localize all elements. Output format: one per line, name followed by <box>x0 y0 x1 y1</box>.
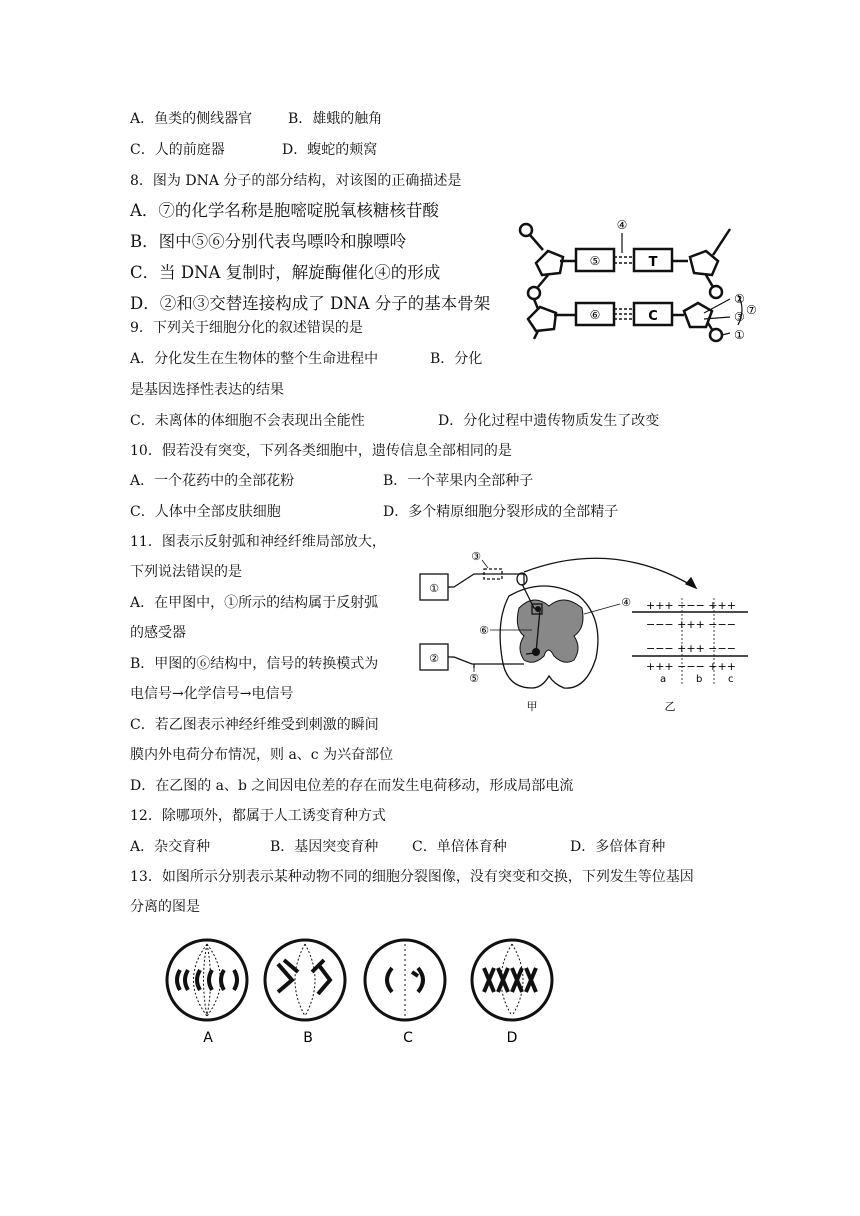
q8-option-c: C．当 DNA 复制时，解旋酶催化④的形成 <box>130 263 441 282</box>
cell-label-c: C <box>403 1030 413 1046</box>
q9-option-b-part1: B．分化 <box>430 351 483 367</box>
q7-option-a: A．鱼类的侧线器官 <box>130 111 253 127</box>
q13-stem-line2: 分离的图是 <box>130 899 200 915</box>
reflex-arc-figure <box>414 548 754 722</box>
q12-option-b: B．基因突变育种 <box>270 839 379 855</box>
fiber-seg-b: b <box>696 674 703 685</box>
dna-label-4: ④ <box>616 218 628 232</box>
reflex-label-1: ① <box>429 582 439 595</box>
q12-option-d: D．多倍体育种 <box>570 839 666 855</box>
q12-option-a: A．杂交育种 <box>130 839 211 855</box>
dna-label-5: ⑤ <box>589 254 601 268</box>
reflex-label-5: ⑤ <box>469 672 479 685</box>
fiber-seg-a: a <box>660 674 667 685</box>
dna-label-3: ③ <box>734 310 745 324</box>
q8-option-d: D．②和③交替连接构成了 DNA 分子的基本骨架 <box>130 294 491 313</box>
dna-label-7: ⑦ <box>746 303 757 317</box>
fiber-row-2: −−− +++ −−− <box>646 618 736 631</box>
q11-option-a-line1: A．在甲图中，①所示的结构属于反射弧 <box>130 595 379 611</box>
q11-option-b-line1: B．甲图的⑥结构中，信号的转换模式为 <box>130 656 379 672</box>
cell-label-b: B <box>303 1030 313 1046</box>
q11-option-b-line2: 电信号→化学信号→电信号 <box>130 686 294 702</box>
cell-label-a: A <box>203 1030 213 1046</box>
q11-option-a-line2: 的感受器 <box>130 625 186 641</box>
fiber-row-top: +++ −−− +++ <box>646 599 736 612</box>
q9-option-a: A．分化发生在生物体的整个生命进程中 <box>130 351 379 367</box>
figure-yi-label: 乙 <box>664 700 676 713</box>
q10-stem: 10．假若没有突变，下列各类细胞中，遗传信息全部相同的是 <box>130 443 512 459</box>
q10-option-a: A．一个花药中的全部花粉 <box>130 473 295 489</box>
fiber-row-bottom: +++ −−− +++ <box>646 660 736 673</box>
q9-option-c: C．未离体的体细胞不会表现出全能性 <box>130 413 365 429</box>
q10-option-d: D．多个精原细胞分裂形成的全部精子 <box>383 504 619 520</box>
q8-option-a: A．⑦的化学名称是胞嘧啶脱氧核糖核苷酸 <box>130 201 439 220</box>
q12-option-c: C．单倍体育种 <box>412 839 507 855</box>
q8-stem: 8．图为 DNA 分子的部分结构，对该图的正确描述是 <box>130 173 462 189</box>
q10-option-c: C．人体中全部皮肤细胞 <box>130 504 281 520</box>
dna-structure-figure <box>508 215 768 349</box>
dna-label-1: ① <box>734 328 745 342</box>
q11-stem-line2: 下列说法错误的是 <box>130 564 242 580</box>
q13-stem-line1: 13．如图所示分别表示某种动物不同的细胞分裂图像，没有突变和交换，下列发生等位基因 <box>130 869 694 885</box>
q7-option-d: D．蝮蛇的颊窝 <box>282 142 378 158</box>
dna-base-c: C <box>648 309 658 324</box>
q11-option-c-line1: C．若乙图表示神经纤维受到刺激的瞬间 <box>130 717 379 733</box>
dna-base-t: T <box>648 255 658 270</box>
reflex-label-6: ⑥ <box>479 624 489 637</box>
dna-label-2: ② <box>734 292 745 306</box>
figure-jia-label: 甲 <box>526 700 538 713</box>
dna-label-6: ⑥ <box>589 308 601 322</box>
q8-option-b: B．图中⑤⑥分别代表鸟嘌呤和腺嘌呤 <box>130 232 407 251</box>
reflex-label-2: ② <box>429 652 439 665</box>
q11-option-d: D．在乙图的 a、b 之间因电位差的存在而发生电荷移动，形成局部电流 <box>130 778 574 794</box>
reflex-label-3: ③ <box>471 550 481 563</box>
fiber-row-3: −−− +++ −−− <box>646 642 736 655</box>
cell-division-figure <box>160 930 560 1054</box>
q7-option-c: C．人的前庭器 <box>130 142 225 158</box>
q11-stem-line1: 11．图表示反射弧和神经纤维局部放大， <box>130 534 386 550</box>
q10-option-b: B．一个苹果内全部种子 <box>383 473 534 489</box>
q7-option-b: B．雄蛾的触角 <box>288 111 383 127</box>
reflex-label-4: ④ <box>621 596 631 609</box>
fiber-seg-c: c <box>728 674 734 685</box>
cell-label-d: D <box>506 1030 518 1046</box>
q12-stem: 12．除哪项外，都属于人工诱变育种方式 <box>130 808 386 824</box>
q11-option-c-line2: 膜内外电荷分布情况，则 a、c 为兴奋部位 <box>130 747 394 763</box>
q9-option-d: D．分化过程中遗传物质发生了改变 <box>438 413 660 429</box>
q9-option-b-part2: 是基因选择性表达的结果 <box>130 382 284 398</box>
q9-stem: 9．下列关于细胞分化的叙述错误的是 <box>130 320 363 336</box>
